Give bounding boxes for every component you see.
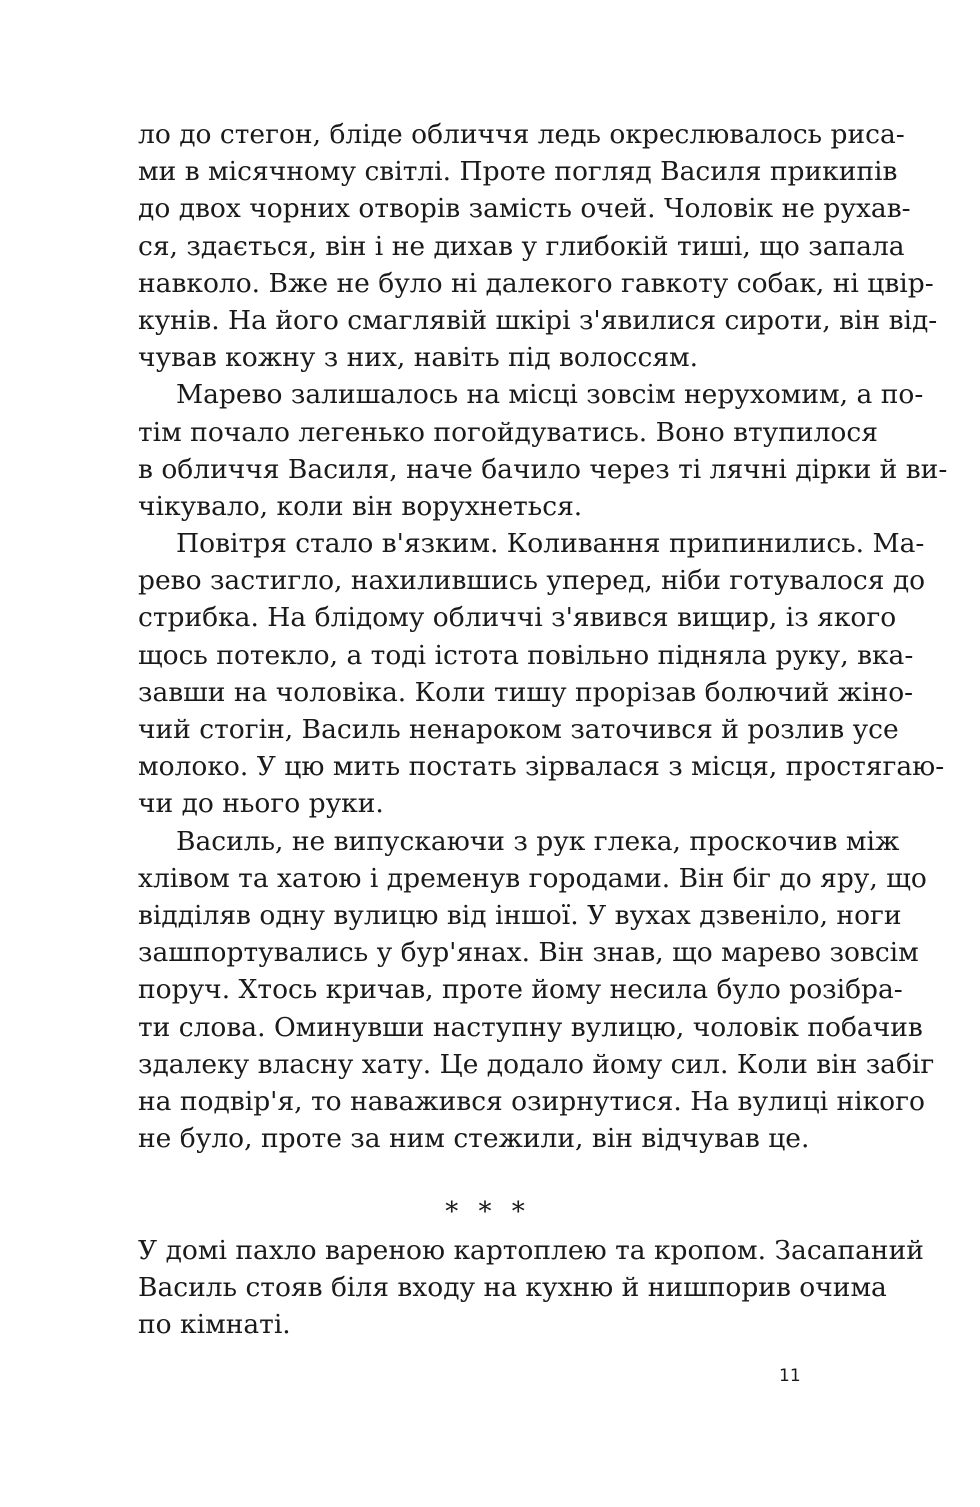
text-line: ло до стегон, бліде обличчя ледь окреслювалось риса- xyxy=(138,119,905,150)
paragraph-5 xyxy=(138,1232,924,1344)
text-block xyxy=(138,116,948,1343)
text-line: Марево залишалось на місці зовсім нерухомим, а по- xyxy=(176,379,924,411)
text-line: до двох чорних отворів замість очей. Чоловік не рухав- xyxy=(138,193,911,225)
text-line: чікувало, коли він ворухнеться. xyxy=(138,490,583,522)
paragraph-3 xyxy=(138,525,945,823)
text-line: завши на чоловіка. Коли тишу прорізав болючий жіно- xyxy=(138,676,914,708)
text-line: чи до нього руки. xyxy=(138,788,384,820)
text-line: Василь стояв біля входу на кухню й нишпорив очима xyxy=(138,1271,887,1303)
text-line: молоко. У цю мить постать зірвалася з місця, простягаю- xyxy=(138,751,945,783)
text-line: кунів. На його смаглявій шкірі з'явилися сироти, він від- xyxy=(138,304,938,336)
text-line: щось потекло, а тоді істота повільно підняла руку, вка- xyxy=(138,639,914,671)
text-line: здалеку власну хату. Це додало йому сил. Коли він забіг xyxy=(138,1048,935,1080)
text-line: відділяв одну вулицю від іншої. У вухах дзвеніло, ноги xyxy=(138,899,902,931)
text-line: не було, проте за ним стежили, він відчував це. xyxy=(138,1123,810,1155)
text-line: Василь, не випускаючи з рук глека, проскочив між xyxy=(176,825,900,857)
text-line: по кімнаті. xyxy=(138,1309,291,1340)
text-line: чий стогін, Василь ненароком заточився й розлив усе xyxy=(138,714,899,745)
text-line: в обличчя Василя, наче бачило через ті лячні дірки й ви- xyxy=(138,453,948,485)
text-line: тім почало легенько погойдуватись. Воно втупилося xyxy=(138,416,878,448)
section-separator: * * * xyxy=(445,1197,531,1228)
page-number: 11 xyxy=(779,1366,801,1386)
text-line: поруч. Хтось кричав, проте йому несила було розібра- xyxy=(138,974,903,1006)
text-line: на подвір'я, то наважився озирнутися. На вулиці нікого xyxy=(138,1085,925,1117)
text-line: стрибка. На блідому обличчі з'явився вищир, із якого xyxy=(138,602,897,634)
text-line: ся, здається, він і не дихав у глибокій тиші, що запала xyxy=(138,230,905,262)
text-line: ми в місячному світлі. Проте погляд Василя прикипів xyxy=(138,156,898,188)
text-line: ти слова. Оминувши наступну вулицю, чоловік побачив xyxy=(138,1011,923,1043)
text-line: У домі пахло вареною картоплею та кропом. Засапаний xyxy=(138,1234,924,1266)
text-line: чував кожну з них, навіть під волоссям. xyxy=(138,342,699,374)
text-line: зашпортувались у бур'янах. Він знав, що марево зовсім xyxy=(138,937,919,969)
text-line: Повітря стало в'язким. Коливання припинились. Ма- xyxy=(176,528,925,560)
paragraph-2 xyxy=(138,376,948,525)
text-line: рево застигло, нахилившись уперед, ніби готувалося до xyxy=(138,565,926,597)
text-line: навколо. Вже не було ні далекого гавкоту собак, ні цвір- xyxy=(138,267,934,299)
paragraph-1 xyxy=(138,116,938,376)
paragraph-4 xyxy=(138,823,935,1158)
text-line: хлівом та хатою і дременув городами. Він біг до яру, що xyxy=(138,862,927,894)
